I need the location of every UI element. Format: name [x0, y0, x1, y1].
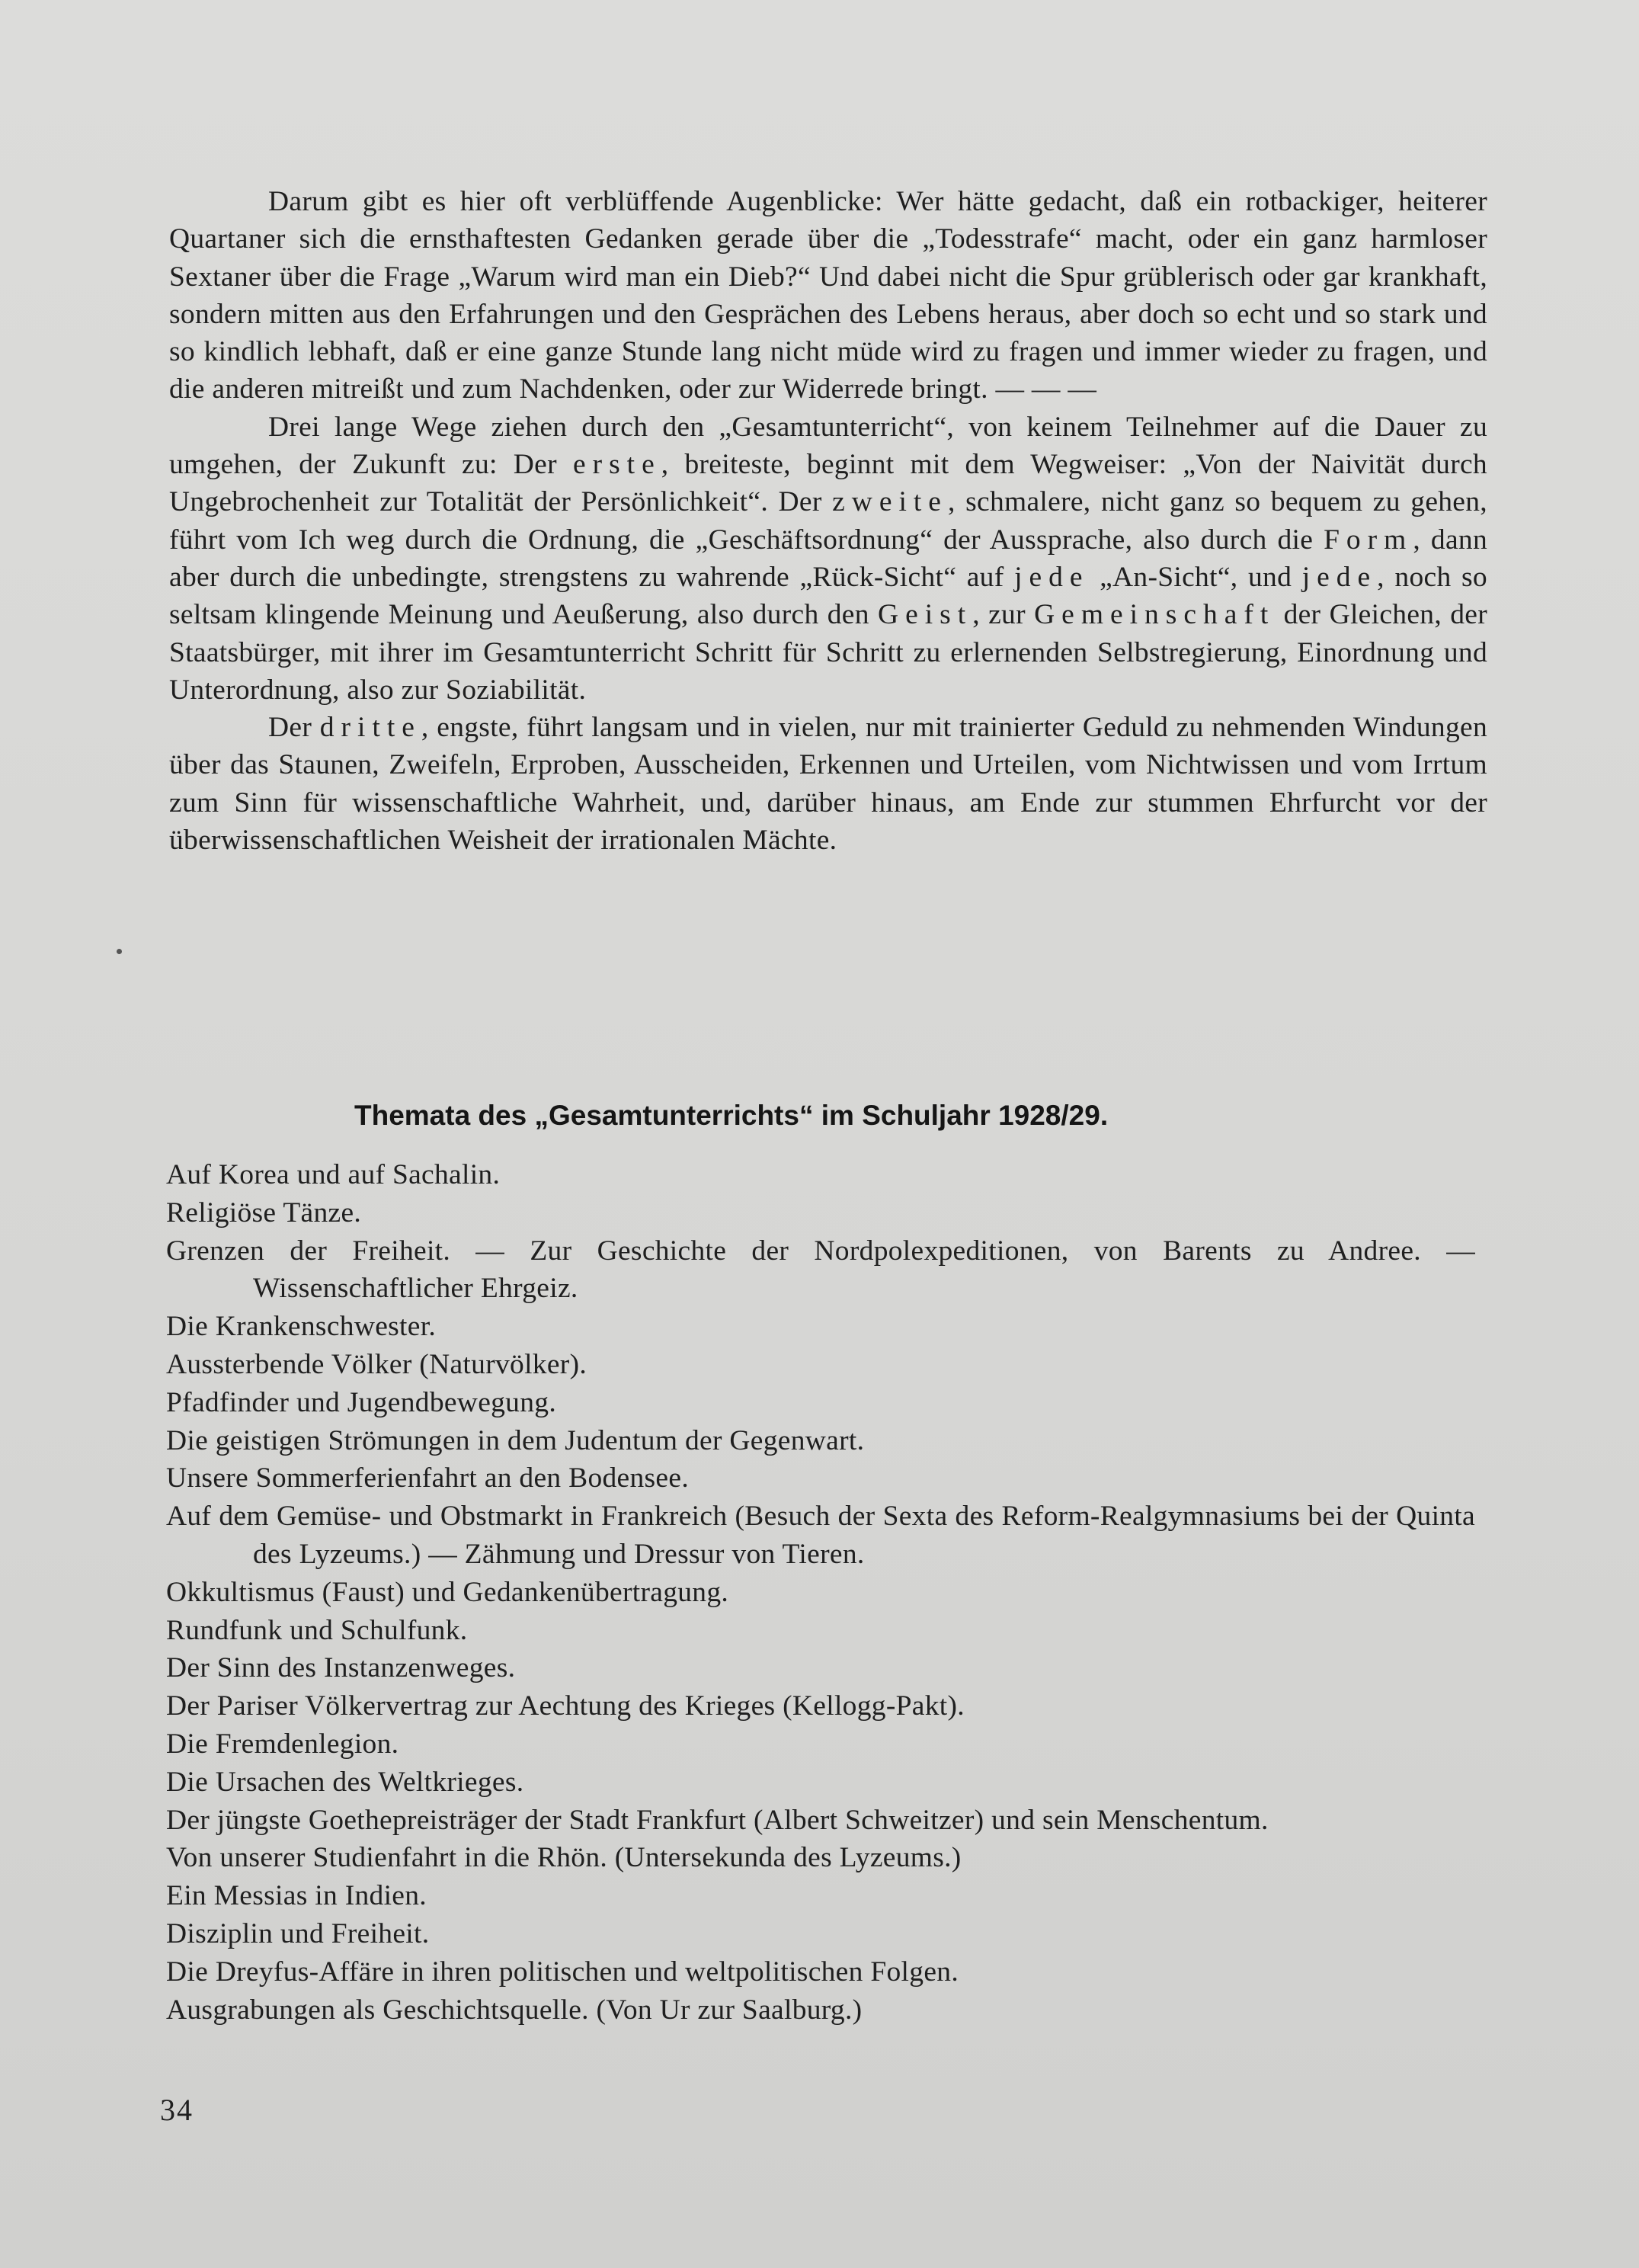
- paragraph-2-text: Drei lange Wege ziehen durch den „Gesamtunterricht“, von keinem Teilnehmer auf die Dauer zu umgehen, der Zukunft zu: Der: [169, 411, 1487, 481]
- paragraph-3-text: , engste, führt langsam und in vielen, nur mit trainierter Geduld zu nehmenden Windungen über das Staunen, Zweifeln, Erproben, Ausscheiden, Erkennen und Urteilen, vom Nichtwissen und vom Irrtum zum Sinn für wissenschaftliche Wahrheit, und, darüber hinaus, am Ende zur stummen Ehrfurcht vor der überwissenschaftlichen Weisheit der irrationalen Mächte.: [169, 712, 1488, 857]
- themes-list: [166, 1156, 1475, 2029]
- list-item: Der Sinn des Instanzenweges.: [166, 1652, 516, 1684]
- list-item: Der Pariser Völkervertrag zur Aechtung des Krieges (Kellogg-Pakt).: [166, 1690, 965, 1722]
- paragraph-2: [169, 408, 1487, 709]
- emphasis-erste: erste: [572, 449, 661, 481]
- list-item: Rundfunk und Schulfunk.: [166, 1614, 468, 1646]
- section-heading: Themata des „Gesamtunterrichts“ im Schuljahr 1928/29.: [354, 1100, 1109, 1131]
- paragraph-2-text: , zur: [972, 599, 1035, 631]
- emphasis-zweite: zweite: [832, 486, 948, 518]
- list-item: Religiöse Tänze.: [166, 1196, 362, 1228]
- list-item: Die Krankenschwester.: [166, 1311, 437, 1343]
- page-number: 34: [160, 2093, 194, 2127]
- emphasis-jede: jede: [1301, 561, 1378, 593]
- list-item: Ein Messias in Indien.: [166, 1880, 427, 1912]
- list-item: Pfadfinder und Jugendbewegung.: [166, 1386, 557, 1418]
- list-item: Disziplin und Freiheit.: [166, 1917, 430, 1949]
- list-item: Unsere Sommerferienfahrt an den Bodensee.: [166, 1462, 689, 1494]
- paragraph-2-text: der Gleichen, der Staatsbürger, mit ihrer im Gesamtunterricht Schritt für Schritt zu erlernenden Selbstregierung, Einordnung und Unterordnung, also zur Soziabilität.: [169, 599, 1487, 706]
- list-item: Auf dem Gemüse- und Obstmarkt in Frankreich (Besuch der Sexta des Reform-Realgymnasiums bei der Quinta des Lyzeums.) — Zähmung und Dressur von Tieren.: [166, 1501, 1475, 1570]
- body-text: [169, 183, 1487, 859]
- emphasis-dritte: dritte: [319, 712, 421, 744]
- paragraph-2-text: , breiteste, beginnt mit dem Wegweiser: „Von der Naivität durch Ungebrochenheit zur Totalität der Persönlichkeit“. Der: [169, 449, 1487, 518]
- paragraph-3: [169, 709, 1487, 859]
- emphasis-gemeinschaft: Gemeinschaft: [1034, 599, 1276, 631]
- list-item: Aussterbende Völker (Naturvölker).: [166, 1348, 587, 1380]
- list-item: Die geistigen Strömungen in dem Judentum der Gegenwart.: [166, 1424, 865, 1456]
- paragraph-2-text: , schmalere, nicht ganz so bequem zu gehen, führt vom Ich weg durch die Ordnung, die „Geschäftsordnung“ der Aussprache, also durch die: [169, 486, 1487, 556]
- list-item: Auf Korea und auf Sachalin.: [166, 1159, 501, 1190]
- emphasis-geist: Geist: [878, 599, 973, 631]
- paragraph-2-text: „An-Sicht“, und: [1089, 561, 1302, 593]
- paragraph-2-text: , noch so seltsam klingende Meinung und Aeußerung, also durch den: [169, 561, 1487, 631]
- list-item: Die Ursachen des Weltkrieges.: [166, 1766, 524, 1798]
- list-item: Der jüngste Goethepreisträger der Stadt Frankfurt (Albert Schweitzer) und sein Menschentum.: [166, 1804, 1269, 1836]
- emphasis-form: Form: [1324, 524, 1413, 556]
- margin-speck: [117, 949, 122, 954]
- list-item: Ausgrabungen als Geschichtsquelle. (Von Ur zur Saalburg.): [166, 1994, 863, 2026]
- paragraph-1: Darum gibt es hier oft verblüffende Augenblicke: Wer hätte gedacht, daß ein rotbackiger, heiterer Quartaner sich die ernsthaftesten Gedanken gerade über die „Todesstrafe“ macht, oder ein ganz harmloser Sextaner über die Frage „Warum wird man ein Dieb?“ Und dabei nicht die Spur grüblerisch oder gar krankhaft, sondern mitten aus den Erfahrungen und den Gesprächen des Lebens heraus, aber doch so echt und so stark und so kindlich lebhaft, daß er eine ganze Stunde lang nicht müde wird zu fragen und immer wieder zu fragen, und die anderen mitreißt und zum Nachdenken, oder zur Widerrede bringt. — — —: [169, 186, 1487, 405]
- emphasis-jede: jede: [1014, 561, 1090, 593]
- list-item: Von unserer Studienfahrt in die Rhön. (Untersekunda des Lyzeums.): [166, 1842, 962, 1874]
- paragraph-2-text: , dann aber durch die unbedingte, strengstens zu wahrende „Rück-Sicht“ auf: [169, 524, 1487, 593]
- list-item: Die Dreyfus-Affäre in ihren politischen und weltpolitischen Folgen.: [166, 1956, 959, 1988]
- list-item: Okkultismus (Faust) und Gedankenübertragung.: [166, 1576, 729, 1608]
- list-item: Grenzen der Freiheit. — Zur Geschichte der Nordpolexpeditionen, von Barents zu Andree. — Wissenschaftlicher Ehrgeiz.: [166, 1235, 1475, 1305]
- list-item: Die Fremdenlegion.: [166, 1728, 399, 1760]
- paragraph-3-text: Der: [268, 712, 320, 744]
